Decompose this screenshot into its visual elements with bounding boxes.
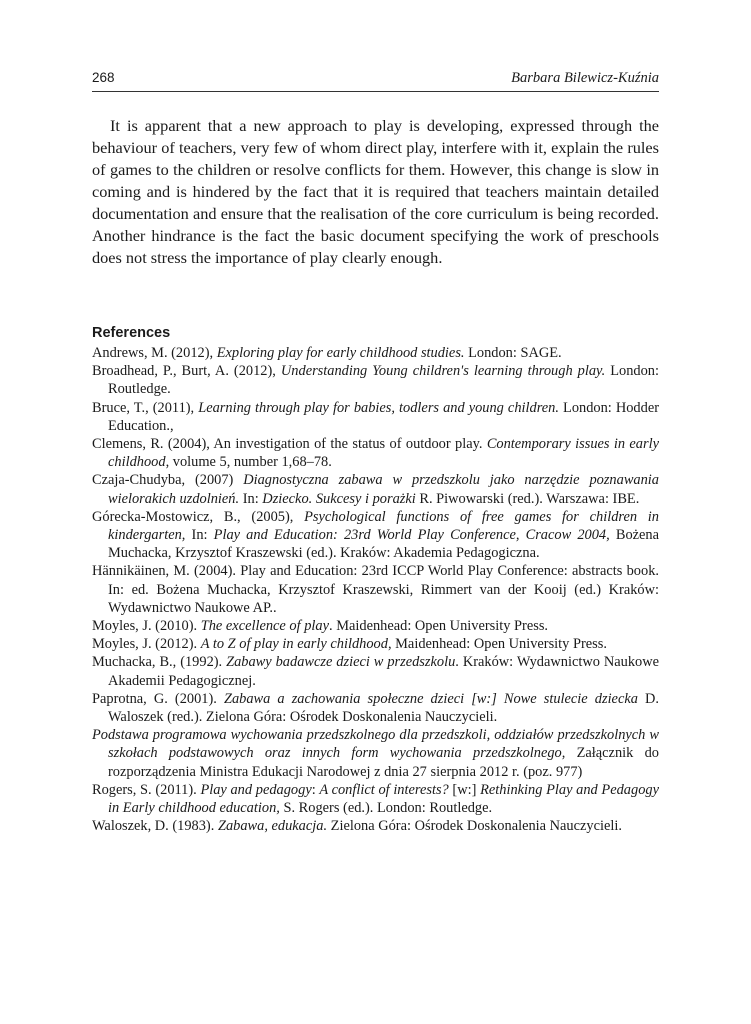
reference-entry — [92, 726, 659, 781]
reference-entry — [92, 471, 659, 507]
reference-entry — [92, 344, 659, 362]
reference-italic-text: Zabawy badawcze dzieci w przedszkolu — [226, 654, 456, 671]
reference-entry — [92, 781, 659, 817]
reference-text: Broadhead, P., Burt, A. (2012), — [92, 363, 281, 380]
reference-text: Waloszek, D. (1983). — [92, 818, 218, 835]
reference-text: Bożena Muchacka, Krzysztof Kraszewski (ed.). Kraków: Akademia Pedagogiczna. — [108, 527, 659, 562]
reference-entry — [92, 435, 659, 471]
reference-text: . Kraków: Wydawnictwo Naukowe Akademii Pedagogicznej. — [108, 654, 659, 689]
reference-text: , Maidenhead: Open University Press. — [387, 636, 607, 653]
reference-text: : — [311, 781, 320, 798]
reference-text: , volume 5, number 1,68–78. — [165, 454, 332, 471]
reference-entry — [92, 617, 659, 635]
reference-text: Górecka-Mostowicz, B., (2005), — [92, 508, 305, 525]
reference-entry — [92, 399, 659, 435]
reference-italic-text: Understanding Young children's learning through play. — [280, 363, 606, 380]
reference-text: Andrews, M. (2012), — [92, 345, 217, 361]
reference-italic-text: Contemporary issues in early childhood — [108, 436, 659, 471]
running-author: Barbara Bilewicz-Kuźnia — [511, 70, 659, 86]
reference-italic-text: Rethinking Play and Pedagogy in Early childhood education, — [108, 781, 659, 817]
reference-italic-text: Dziecko. Sukcesy i porażki — [262, 490, 416, 507]
reference-entry — [92, 362, 659, 398]
reference-text: Rogers, S. (2011). — [92, 781, 201, 798]
reference-italic-text: Exploring play for early childhood studies. — [216, 345, 465, 361]
reference-italic-text: Diagnostyczna zabawa w przedszkolu jako narzędzie poznawania wielorakich uzdolnień. — [108, 472, 660, 507]
reference-italic-text: Zabawa, edukacja. — [217, 818, 328, 835]
reference-text: Hännikäinen, M. (2004). Play and Education: 23rd ICCP World Play Conference: abstracts book. In: ed. Bożena Muchacka, Krzysztof Kraszewski, Rimmert van der Kooij (ed.) Kraków: Wydawnictwo Naukowe AP.. — [92, 563, 659, 616]
body-paragraph: It is apparent that a new approach to play is developing, expressed through the behaviour of teachers, very few of whom direct play, interfere with it, explain the rules of games to the children or resolve conflicts for them. However, this change is slow in coming and is hindered by the fact that it is required that teachers maintain detailed documentation and ensure that the realisation of the core curriculum is being recorded. Another hindrance is the fact the basic document specifying the work of preschools does not stress the importance of play clearly enough. — [92, 116, 659, 267]
reference-text: London: Routledge. — [108, 363, 659, 398]
reference-text: Bruce, T., (2011), — [92, 399, 199, 416]
reference-text: Zielona Góra: Ośrodek Doskonalenia Nauczycieli. — [327, 818, 622, 835]
reference-list — [92, 344, 659, 835]
reference-text: London: Hodder Education., — [108, 399, 660, 434]
reference-text: R. Piwowarski (red.). Warszawa: IBE. — [415, 490, 640, 507]
reference-italic-text: Play and Education: 23rd World Play Conference, Cracow 2004, — [213, 527, 610, 544]
reference-italic-text: The excellence of play — [200, 618, 329, 635]
reference-entry — [92, 635, 659, 653]
page-number: 268 — [92, 70, 115, 85]
reference-text: , Załącznik do rozporządzenia Ministra Edukacji Narodowej z dnia 27 sierpnia 2012 r. (poz. 977) — [108, 745, 659, 780]
reference-entry — [92, 653, 659, 689]
reference-italic-text: Learning through play for babies, todlers and young children. — [198, 399, 559, 416]
reference-text: London: SAGE. — [464, 345, 562, 361]
reference-text: Moyles, J. (2012). — [92, 636, 201, 653]
reference-italic-text: Play and pedagogy — [200, 781, 312, 798]
reference-italic-text: A to Z of play in early childhood — [200, 636, 388, 653]
references-heading: References — [92, 325, 171, 341]
reference-italic-text: A conflict of interests? — [319, 781, 449, 798]
reference-italic-text: Zabawa a zachowania społeczne dzieci [w:] Nowe stulecie dziecka — [223, 690, 638, 707]
running-header — [92, 70, 659, 92]
reference-entry — [92, 690, 659, 726]
reference-entry — [92, 508, 659, 563]
reference-text: Paprotna, G. (2001). — [92, 690, 224, 707]
reference-italic-text: Podstawa programowa wychowania przedszkolnego dla przedszkoli, oddziałów przedszkolnych w szkołach podstawowych oraz innych form wychowania przedszkolnego — [92, 727, 659, 762]
reference-text: Czaja-Chudyba, (2007) — [92, 472, 244, 489]
reference-text: In: — [239, 490, 263, 507]
reference-text: Muchacka, B., (1992). — [92, 654, 227, 671]
reference-text: [w:] — [448, 781, 481, 798]
reference-text: Moyles, J. (2010). — [92, 618, 201, 635]
reference-text: Clemens, R. (2004), An investigation of the status of outdoor play. — [92, 436, 487, 453]
page — [92, 70, 659, 835]
reference-text: In: — [185, 527, 214, 544]
reference-text: S. Rogers (ed.). London: Routledge. — [279, 800, 493, 817]
reference-italic-text: Psychological functions of free games for children in kindergarten, — [108, 508, 659, 544]
reference-entry — [92, 562, 659, 617]
reference-text: . Maidenhead: Open University Press. — [329, 618, 549, 635]
reference-text: D. Waloszek (red.). Zielona Góra: Ośrodek Doskonalenia Nauczycieli. — [108, 690, 659, 726]
reference-entry — [92, 817, 659, 835]
